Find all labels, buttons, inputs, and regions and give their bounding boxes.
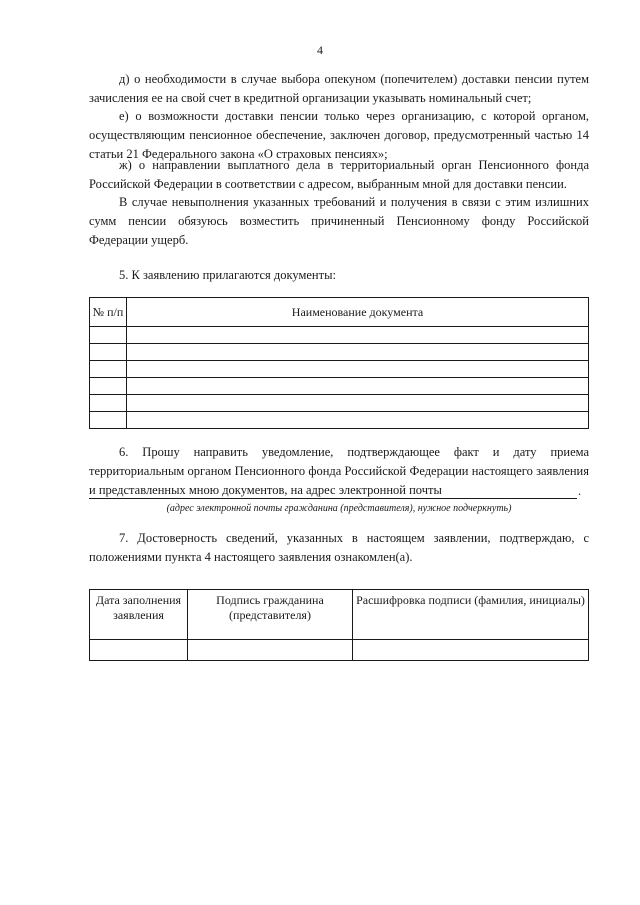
cell-number[interactable] xyxy=(90,412,127,429)
documents-table-header xyxy=(90,298,589,327)
table-row xyxy=(90,344,589,361)
header-signature: Подпись гражданина (представителя) xyxy=(188,590,353,640)
table-row xyxy=(90,327,589,344)
cell-document-name[interactable] xyxy=(127,344,589,361)
table-row xyxy=(90,378,589,395)
email-caption: (адрес электронной почты гражданина (представителя), нужное подчеркнуть) xyxy=(166,503,512,514)
table-row xyxy=(90,640,589,661)
signature-table-header xyxy=(90,590,589,640)
cell-document-name[interactable] xyxy=(127,327,589,344)
header-number: № п/п xyxy=(90,298,127,327)
cell-document-name[interactable] xyxy=(127,361,589,378)
documents-table xyxy=(89,297,589,429)
paragraph-zh: ж) о направлении выплатного дела в территориальный орган Пенсионного фонда Российской Федерации в соответствии с адресом, выбранным мной для доставки пенсии. xyxy=(89,158,589,191)
header-document-name: Наименование документа xyxy=(127,298,589,327)
email-line-period: . xyxy=(578,484,582,498)
table-row xyxy=(90,395,589,412)
cell-number[interactable] xyxy=(90,378,127,395)
email-input-line[interactable] xyxy=(89,498,577,499)
cell-number[interactable] xyxy=(90,327,127,344)
cell-signature[interactable] xyxy=(188,640,353,661)
cell-signature-decoding[interactable] xyxy=(353,640,589,661)
cell-date[interactable] xyxy=(90,640,188,661)
signature-table xyxy=(89,589,589,661)
cell-number[interactable] xyxy=(90,395,127,412)
section5-title: 5. К заявлению прилагаются документы: xyxy=(119,268,336,282)
section7-text: 7. Достоверность сведений, указанных в настоящем заявлении, подтверждаю, с положениями пункта 4 настоящего заявления ознакомлен(а). xyxy=(89,531,589,564)
header-signature-decoding: Расшифровка подписи (фамилия, инициалы) xyxy=(353,590,589,640)
cell-document-name[interactable] xyxy=(127,395,589,412)
section6-text: 6. Прошу направить уведомление, подтверждающее факт и дату приема территориальным органом Пенсионного фонда Российской Федерации настоящего заявления и представленных мною документов, на адрес электронной почты xyxy=(89,445,589,497)
cell-number[interactable] xyxy=(90,344,127,361)
table-row xyxy=(90,412,589,429)
paragraph-obligation: В случае невыполнения указанных требований и получения в связи с этим излишних сумм пенсии обязуюсь возместить причиненный Пенсионному фонду Российской Федерации ущерб. xyxy=(89,195,589,247)
table-row xyxy=(90,361,589,378)
cell-document-name[interactable] xyxy=(127,412,589,429)
paragraph-d: д) о необходимости в случае выбора опекуном (попечителем) доставки пенсии путем зачисления ее на свой счет в кредитной организации указывать номинальный счет; xyxy=(89,72,589,105)
paragraph-e: е) о возможности доставки пенсии только через организацию, с которой органом, осуществляющим пенсионное обеспечение, заключен договор, предусмотренный частью 14 статьи 21 Федерального закона «О страховых пенсиях»; xyxy=(89,109,589,161)
header-date: Дата заполнения заявления xyxy=(90,590,188,640)
cell-number[interactable] xyxy=(90,361,127,378)
page-number: 4 xyxy=(317,43,323,57)
cell-document-name[interactable] xyxy=(127,378,589,395)
